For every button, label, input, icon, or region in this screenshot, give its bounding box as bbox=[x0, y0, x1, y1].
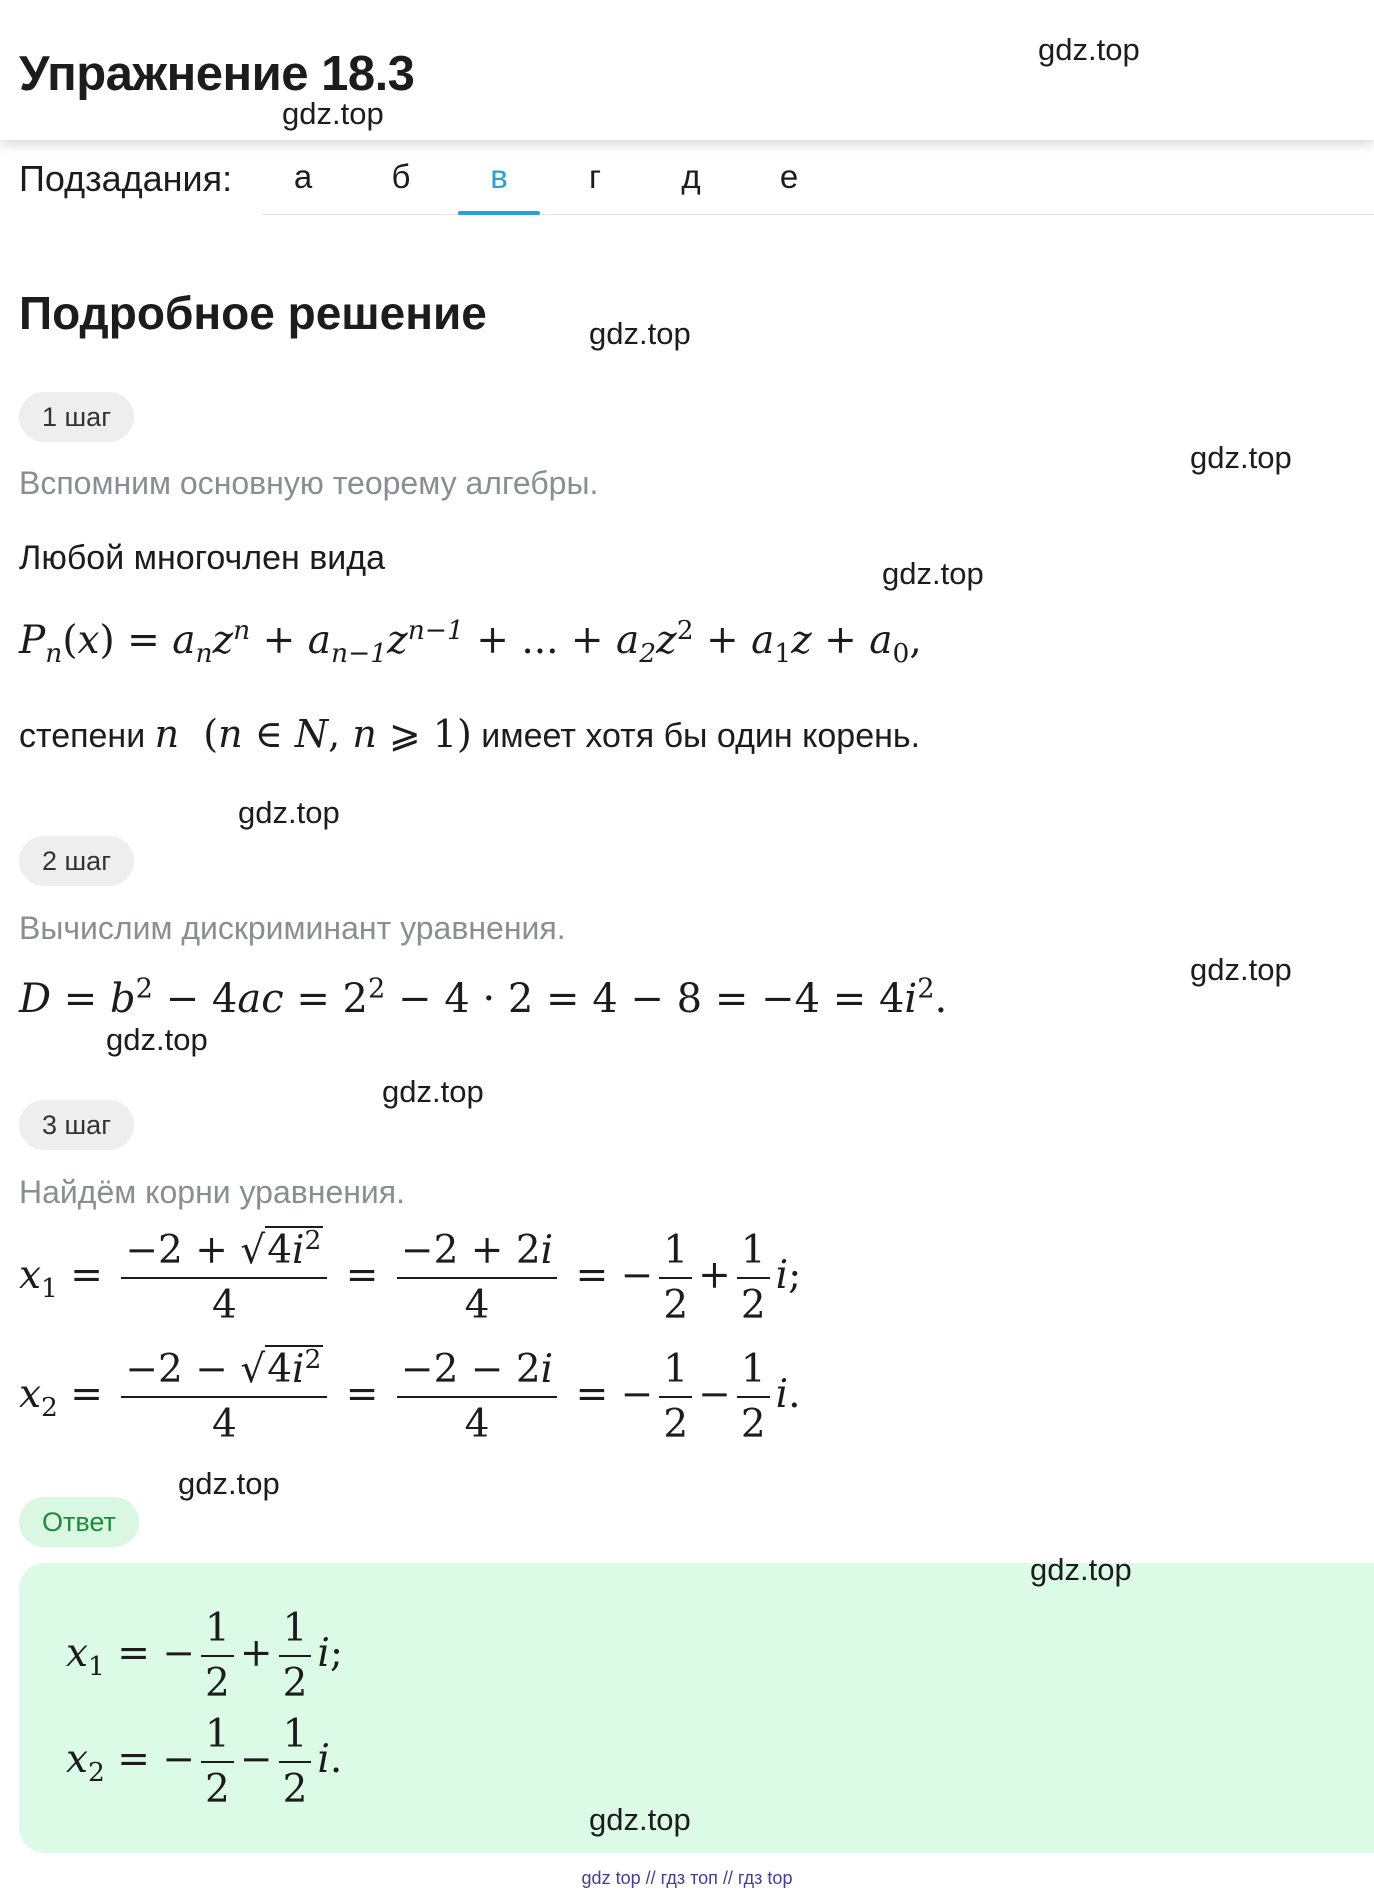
step-1-lead: Любой многочлен вида bbox=[19, 539, 385, 577]
page-title: Упражнение 18.3 bbox=[19, 47, 415, 101]
watermark: gdz.top bbox=[882, 556, 984, 591]
watermark: gdz.top bbox=[589, 1802, 691, 1837]
degree-line bbox=[19, 712, 920, 756]
answer-badge: Ответ bbox=[19, 1497, 139, 1547]
watermark: gdz.top bbox=[1190, 440, 1292, 475]
watermark: gdz.top bbox=[238, 795, 340, 830]
watermark: gdz.top bbox=[282, 96, 384, 131]
answer-x2: $x_2$ = − $\frac{1}{2}$ − $\frac{1}{2}$ i. bbox=[66, 1712, 343, 1812]
subtasks-label: Подзадания: bbox=[19, 158, 233, 199]
watermark: gdz.top bbox=[589, 316, 691, 351]
step-1-badge: 1 шаг bbox=[19, 392, 134, 442]
tab-a[interactable]: а bbox=[293, 158, 313, 195]
answer-x1: $x_1$ = − $\frac{1}{2}$ + $\frac{1}{2}$ i; bbox=[66, 1606, 344, 1706]
tab-d[interactable]: д bbox=[681, 158, 701, 195]
section-title: Подробное решение bbox=[19, 287, 487, 339]
polynomial-formula: $P_n(x) = a_nz^n + a_{n-1}z^{n-1}$ + ... + $a_2z^2 + a_1z + a_0$, bbox=[19, 615, 922, 669]
watermark: gdz.top bbox=[106, 1022, 208, 1057]
degree-prefix: степени bbox=[19, 717, 146, 755]
tab-v[interactable]: в bbox=[490, 158, 508, 195]
active-tab-indicator bbox=[458, 211, 540, 215]
discriminant-formula: $D = b^2 - 4ac = 2^2 - 4 \cdot 2 = 4 - 8 = -4 = 4i^2$. bbox=[19, 973, 948, 1022]
root-x1-formula: $x_1$ = $\frac{-2 + √4i^2}{4}$ = $\frac{-2 + 2i}{4}$ = − $\frac{1}{2}$ + $\frac{1}{2}$ i; bbox=[19, 1225, 802, 1328]
watermark: gdz.top bbox=[1190, 952, 1292, 987]
tab-b[interactable]: б bbox=[391, 158, 411, 195]
step-2-hint: Вычислим дискриминант уравнения. bbox=[19, 910, 566, 946]
step-3-badge: 3 шаг bbox=[19, 1100, 134, 1150]
degree-condition: n (n ∈ N, n ⩾ 1) bbox=[154, 712, 472, 756]
watermark: gdz.top bbox=[1038, 32, 1140, 67]
watermark: gdz.top bbox=[178, 1466, 280, 1501]
step-3-hint: Найдём корни уравнения. bbox=[19, 1174, 405, 1210]
tabs-divider bbox=[262, 214, 1374, 215]
watermark: gdz.top bbox=[1030, 1552, 1132, 1587]
watermark: gdz.top bbox=[382, 1074, 484, 1109]
degree-suffix: имеет хотя бы один корень. bbox=[481, 717, 921, 755]
footer: gdz top // гдз топ // гдз top bbox=[581, 1868, 793, 1888]
root-x2-formula: $x_2$ = $\frac{-2 - √4i^2}{4}$ = $\frac{-2 - 2i}{4}$ = − $\frac{1}{2}$ − $\frac{1}{2}$ i. bbox=[19, 1344, 801, 1447]
tab-e[interactable]: е bbox=[779, 158, 799, 195]
tab-g[interactable]: г bbox=[588, 158, 602, 195]
step-2-badge: 2 шаг bbox=[19, 836, 134, 886]
step-1-hint: Вспомним основную теорему алгебры. bbox=[19, 465, 599, 501]
